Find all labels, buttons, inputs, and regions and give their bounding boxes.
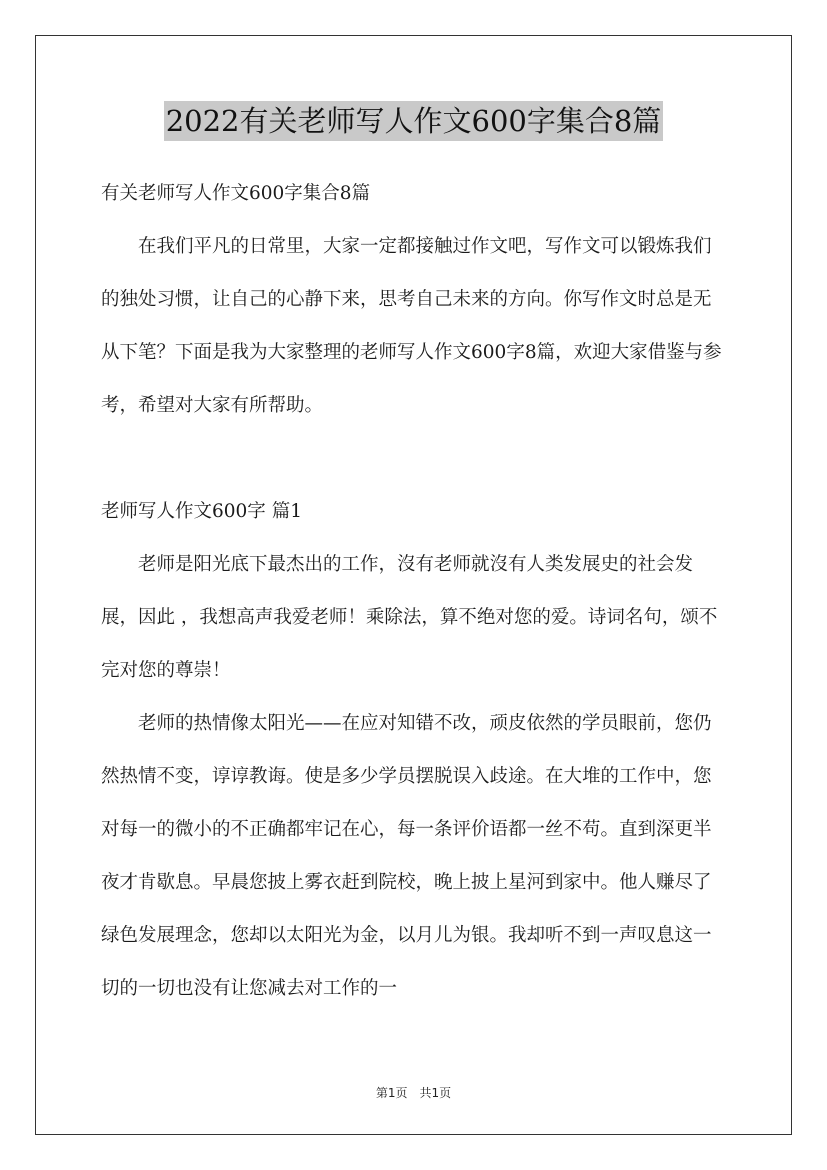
page-footer: 第1页 共1页 [375,1086,452,1100]
body-paragraph-2: 老师的热情像太阳光——在应对知错不改，顽皮依然的学员眼前，您仍然热情不变，谆谆教诲。使是多少学员摆脱误入歧途。在大堆的工作中，您对每一的微小的不正确都牢记在心，每一条评价语都一丝不苟。直到深更半夜才肯歇息。早晨您披上雾衣赶到院校，晚上披上星河到家中。他人赚尽了绿色发展理念，您却以太阳光为金，以月儿为银。我却听不到一声叹息这一切的一切也没有让您减去对工作的一 [101,713,712,999]
section-heading: 老师写人作文600字 篇1 [101,501,302,522]
document-title: 2022有关老师写人作文600字集合8篇 [164,101,664,141]
document-subtitle: 有关老师写人作文600字集合8篇 [101,183,371,204]
intro-paragraph: 在我们平凡的日常里，大家一定都接触过作文吧，写作文可以锻炼我们的独处习惯，让自己的心静下来，思考自己未来的方向。你写作文时总是无从下笔？下面是我为大家整理的老师写人作文600字8篇，欢迎大家借鉴与参考，希望对大家有所帮助。 [101,236,722,416]
document-body [101,167,729,1015]
section-spacer [101,432,729,485]
body-paragraph-1: 老师是阳光底下最杰出的工作，沒有老师就沒有人类发展史的社会发展，因此 ，我想高声我爱老师！乘除法，算不绝对您的爱。诗词名句，颂不完对您的尊崇！ [101,554,718,681]
title-container [0,101,827,141]
